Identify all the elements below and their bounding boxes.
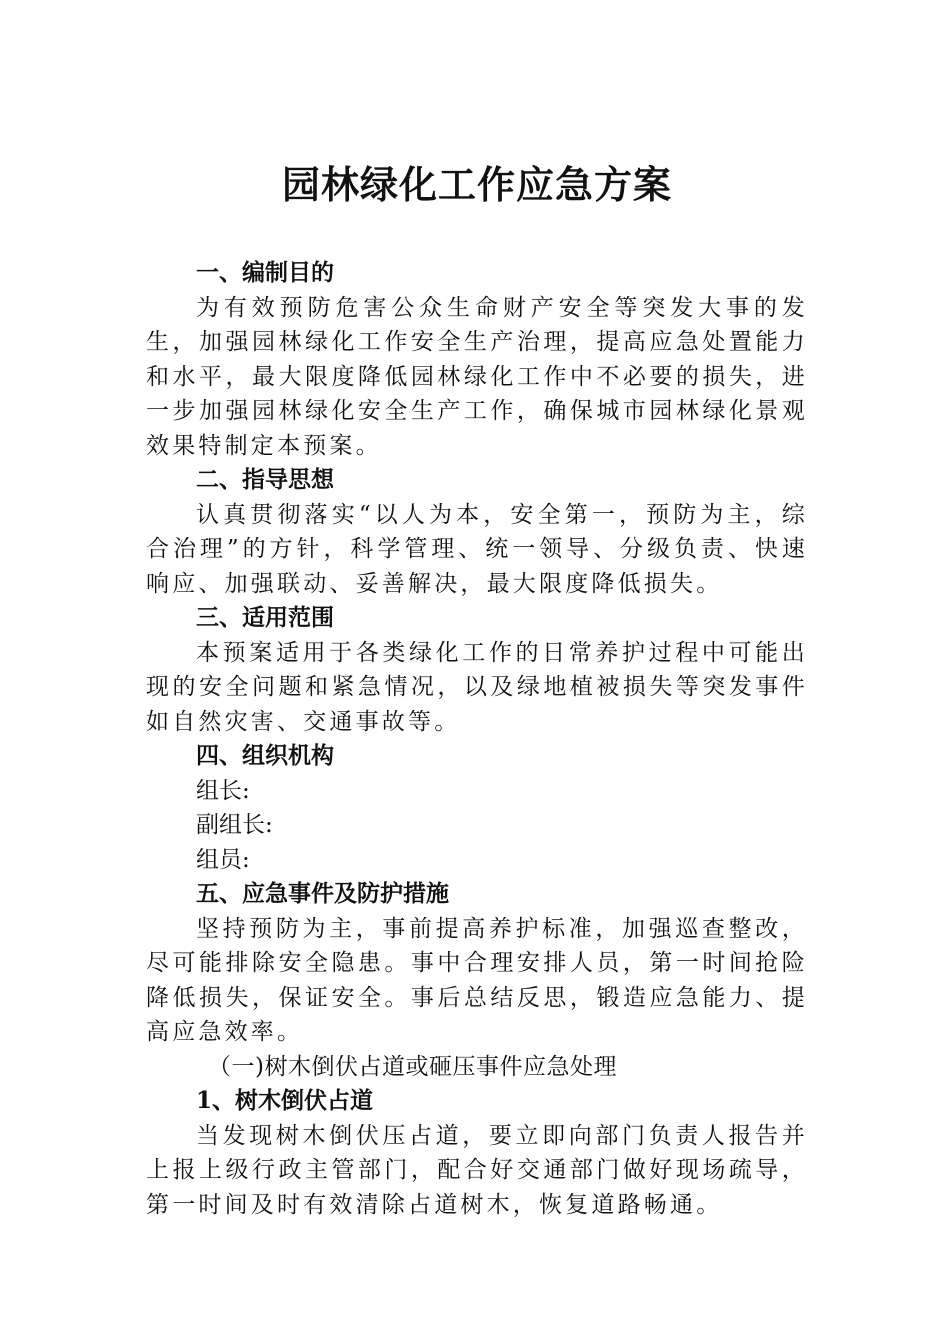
document-title: 园林绿化工作应急方案 (281, 162, 672, 207)
document-body (146, 256, 808, 1222)
section-text-scope: 本预案适用于各类绿化工作的日常养护过程中可能出现的安全问题和紧急情况，以及绿地植被损失等突发事件如自然灾害、交通事故等。 (146, 639, 808, 735)
section-text-purpose: 为有效预防危害公众生命财产安全等突发大事的发生，加强园林绿化工作安全生产治理，提高应急处置能力和水平，最大限度降低园林绿化工作中不必要的损失，进一步加强园林绿化安全生产工作，确保城市园林绿化景观效果特制定本预案。 (146, 294, 808, 459)
section-heading-scope: 三、适用范围 (196, 605, 334, 631)
section-heading-measures: 五、应急事件及防护措施 (196, 881, 449, 907)
section-heading-guideline: 二、指导思想 (196, 467, 334, 493)
org-members-line: 组员: (196, 846, 250, 873)
section-heading-purpose: 一、编制目的 (196, 260, 334, 286)
item-text-tree-blocking: 当发现树木倒伏压占道，要立即向部门负责人报告并上报上级行政主管部门，配合好交通部门做好现场疏导，第一时间及时有效清除占道树木，恢复道路畅通。 (146, 1122, 808, 1218)
org-leader-line: 组长: (196, 777, 250, 804)
section-text-measures: 坚持预防为主，事前提高养护标准，加强巡查整改，尽可能排除安全隐患。事中合理安排人员，第一时间抢险降低损失，保证安全。事后总结反思，锻造应急能力、提高应急效率。 (146, 915, 808, 1045)
subsection-heading-tree-incidents: （一)树木倒伏占道或砸压事件应急处理 (208, 1053, 617, 1080)
org-deputy-line: 副组长: (196, 812, 273, 838)
item-heading-tree-blocking: 1、树木倒伏占道 (196, 1087, 374, 1114)
section-heading-organization: 四、组织机构 (196, 743, 334, 769)
section-text-guideline: 认真贯彻落实“以人为本，安全第一，预防为主，综合治理”的方针，科学管理、统一领导、分级负责、快速响应、加强联动、妥善解决，最大限度降低损失。 (146, 501, 808, 597)
